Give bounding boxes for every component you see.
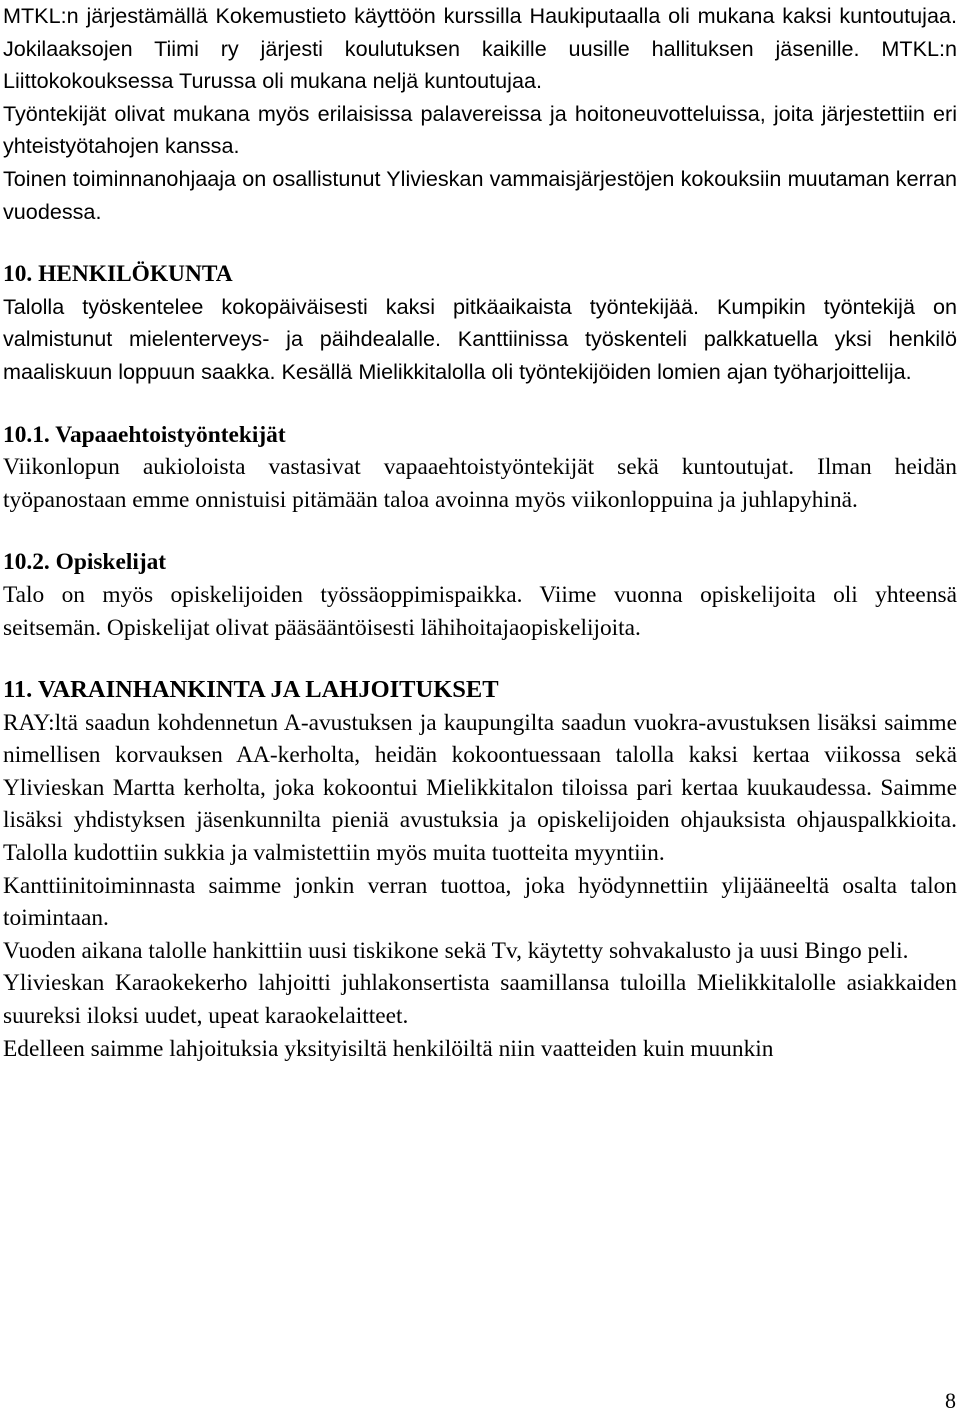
heading-varainhankinta: 11. VARAINHANKINTA JA LAHJOITUKSET (3, 676, 499, 704)
paragraph-karaokekerho: Ylivieskan Karaokekerho lahjoitti juhlakonsertista saamillansa tuloilla Mielikkitalolle asiakkaiden suureksi iloksi uudet, upeat karaokelaitteet. (3, 970, 957, 1030)
paragraph-lahjoitukset: Edelleen saimme lahjoituksia yksityisiltä henkilöiltä niin vaatteiden kuin muunkin (3, 1035, 774, 1062)
document-page (3, 0, 957, 1065)
paragraph-vammaisjarjestot: Toinen toiminnanohjaaja on osallistunut Ylivieskan vammaisjärjestöjen kokouksiin muutaman kerran vuodessa. (3, 165, 957, 224)
paragraph-opiskelijat: Talo on myös opiskelijoiden työssäoppimispaikka. Viime vuonna opiskelijoita oli yhteensä seitsemän. Opiskelijat olivat pääsääntöisesti lähihoitajaopiskelijoita. (3, 581, 957, 641)
paragraph-avustukset: RAY:ltä saadun kohdennetun A-avustuksen ja kaupungilta saadun vuokra-avustuksen lisäksi saimme nimellisen korvauksen AA-kerholta, heidän kokoontuessaan talolla kaksi kertaa viikossa sekä Ylivieskan Martta kerholta, joka kokoontui Mielikkitalon tiloissa pari kertaa kuukaudessa. Saimme lisäksi yhdistyksen jäsenkunnilta pieniä avustuksia ja opiskelijoiden ohjauksista ohjauspalkkioita. Talolla kudottiin sukkia ja valmistettiin myös muita tuotteita myyntiin. (3, 709, 957, 867)
paragraph-kokemustieto: MTKL:n järjestämällä Kokemustieto käyttöön kurssilla Haukiputaalla oli mukana kaksi kuntoutujaa. Jokilaaksojen Tiimi ry järjesti koulutuksen kaikille uusille hallituksen jäsenille. MTKL:n Liittokokouksessa Turussa oli mukana neljä kuntoutujaa. (3, 3, 957, 94)
heading-opiskelijat: 10.2. Opiskelijat (3, 549, 167, 576)
heading-vapaaehtoistyontekijat: 10.1. Vapaaehtoistyöntekijät (3, 421, 286, 448)
paragraph-palaverit: Työntekijät olivat mukana myös erilaisissa palavereissa ja hoitoneuvotteluissa, joita järjestettiin eri yhteistyötahojen kanssa. (3, 100, 957, 159)
paragraph-vapaaehtoistyontekijat: Viikonlopun aukioloista vastasivat vapaaehtoistyöntekijät sekä kuntoutujat. Ilman heidän työpanostaan emme onnistuisi pitämään taloa avoinna myös viikonloppuina ja juhlapyhinä. (3, 454, 957, 513)
page-number: 8 (945, 1388, 956, 1413)
heading-henkilokunta: 10. HENKILÖKUNTA (3, 261, 233, 288)
paragraph-kanttiinitoiminta: Kanttiinitoiminnasta saimme jonkin verran tuottoa, joka hyödynnettiin ylijääneeltä osalta talon toimintaan. (3, 872, 957, 932)
paragraph-hankinnat: Vuoden aikana talolle hankittiin uusi tiskikone sekä Tv, käytetty sohvakalusto ja uusi Bingo peli. (3, 937, 909, 964)
paragraph-henkilokunta: Talolla työskentelee kokopäiväisesti kaksi pitkäaikaista työntekijää. Kumpikin työntekijä on valmistunut mielenterveys- ja päihdealalle. Kanttiinissa työskenteli palkkatuella yksi henkilö maaliskuun loppuun saakka. Kesällä Mielikkitalolla oli työntekijöiden lomien ajan työharjoittelija. (3, 293, 957, 384)
